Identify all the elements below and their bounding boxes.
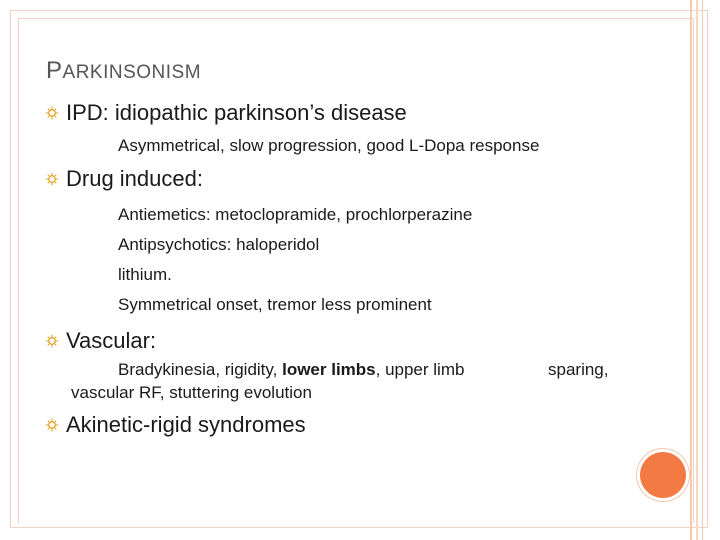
sub-item: Antiemetics: metoclopramide, prochlorperazine: [118, 205, 473, 224]
bullet-drug-induced: Drug induced:: [66, 166, 203, 191]
decorative-line: [690, 0, 692, 540]
sub-item: Bradykinesia, rigidity, lower limbs, upper limb: [118, 360, 465, 379]
sun-bullet-icon: [46, 173, 58, 185]
sub-item: Antipsychotics: haloperidol: [118, 235, 320, 254]
sub-item: Asymmetrical, slow progression, good L-Dopa response: [118, 136, 540, 155]
bullet-akinetic-rigid: Akinetic-rigid syndromes: [66, 412, 306, 437]
slide-title: PARKINSONISM: [46, 57, 202, 84]
sub-item-tail: sparing,: [548, 360, 609, 379]
sub-item: lithium.: [118, 265, 172, 284]
decorative-line: [696, 0, 698, 540]
sun-bullet-icon: [46, 107, 58, 119]
sub-item-continued: vascular RF, stuttering evolution: [71, 383, 312, 402]
bullet-ipd: IPD: idiopathic parkinson’s disease: [66, 100, 407, 125]
bullet-vascular: Vascular:: [66, 328, 157, 353]
sub-item: Symmetrical onset, tremor less prominent: [118, 295, 432, 314]
sun-bullet-icon: [46, 335, 58, 347]
decorative-circle: [640, 452, 686, 498]
sun-bullet-icon: [46, 419, 58, 431]
decorative-line: [702, 0, 703, 540]
